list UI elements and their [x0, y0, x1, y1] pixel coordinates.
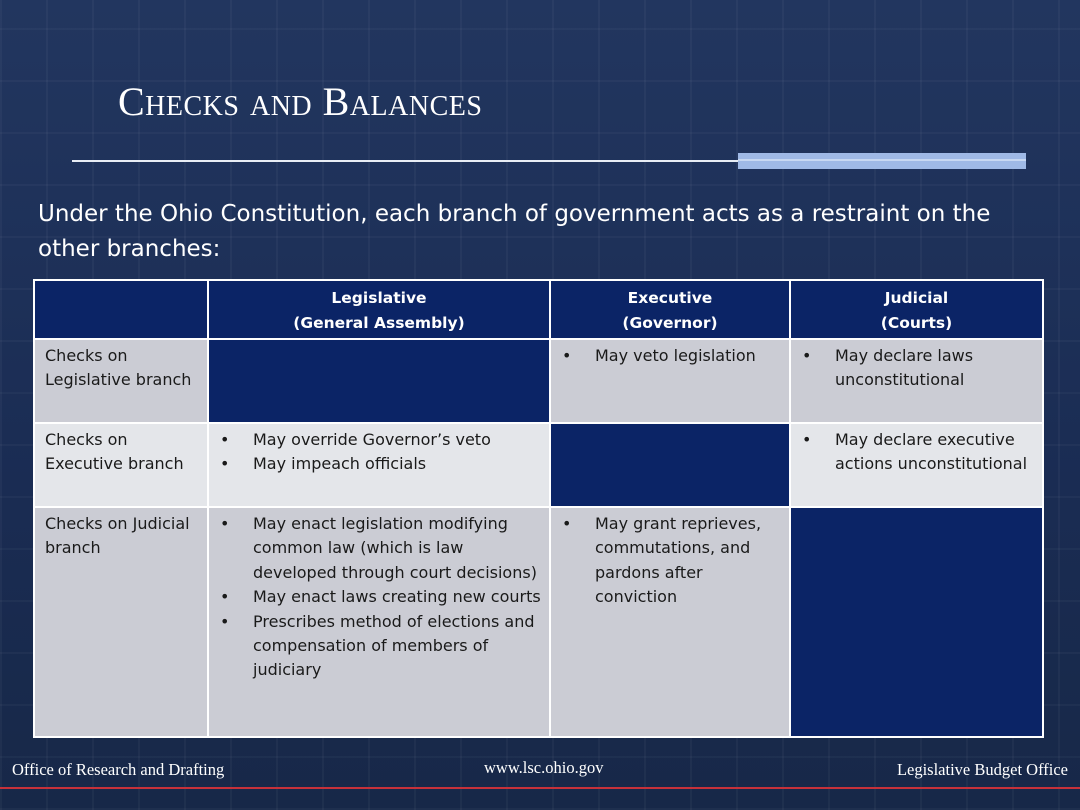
row-label: Checks on Executive branch: [34, 423, 208, 507]
table-cell: [208, 423, 550, 507]
table-row: [34, 339, 1043, 423]
list-item: • Prescribes method of elections and compensation of members of judiciary: [209, 610, 541, 683]
list-item: • May enact legislation modifying common law (which is law developed through court decisions): [209, 512, 541, 585]
list-item: • May override Governor’s veto: [209, 428, 541, 452]
list-item: • May declare laws unconstitutional: [791, 344, 1034, 393]
table-cell: [550, 339, 790, 423]
intro-text: Under the Ohio Constitution, each branch of government acts as a restraint on the other branches:: [38, 201, 991, 262]
footer-website-link[interactable]: www.lsc.ohio.gov: [484, 758, 604, 777]
footer-red-rule: [0, 787, 1080, 789]
list-item: • May enact laws creating new courts: [209, 585, 541, 609]
row-label: Checks on Legislative branch: [34, 339, 208, 423]
blocked-cell: [550, 423, 790, 507]
header-name: Executive: [627, 289, 713, 307]
header-sub: (Courts): [880, 314, 953, 332]
header-judicial: [790, 280, 1043, 339]
list-item: • May grant reprieves, commutations, and pardons after conviction: [551, 512, 781, 610]
table-row: [34, 507, 1043, 737]
header-legislative: [208, 280, 550, 339]
table-header-row: [34, 280, 1043, 339]
row-label: Checks on Judicial branch: [34, 507, 208, 737]
blocked-cell: [208, 339, 550, 423]
header-executive: [550, 280, 790, 339]
header-corner-cell: [34, 280, 208, 339]
slide-title: Checks and Balances: [118, 79, 483, 124]
footer-left-text: Office of Research and Drafting: [12, 760, 225, 779]
blocked-cell: [790, 507, 1043, 737]
table-cell: [790, 423, 1043, 507]
table-cell: [208, 507, 550, 737]
table-cell: [550, 507, 790, 737]
header-sub: (General Assembly): [293, 314, 465, 332]
checks-table: [33, 279, 1044, 738]
list-item: • May veto legislation: [551, 344, 781, 368]
list-item: • May declare executive actions unconstitutional: [791, 428, 1034, 477]
header-sub: (Governor): [622, 314, 718, 332]
footer-right-text: Legislative Budget Office: [896, 760, 1068, 779]
header-name: Legislative: [331, 289, 427, 307]
table-cell: [790, 339, 1043, 423]
title-divider-line: [72, 160, 740, 162]
table-row: [34, 423, 1043, 507]
header-name: Judicial: [884, 289, 949, 307]
title-accent-bar: [738, 153, 1026, 169]
list-item: • May impeach officials: [209, 452, 541, 476]
